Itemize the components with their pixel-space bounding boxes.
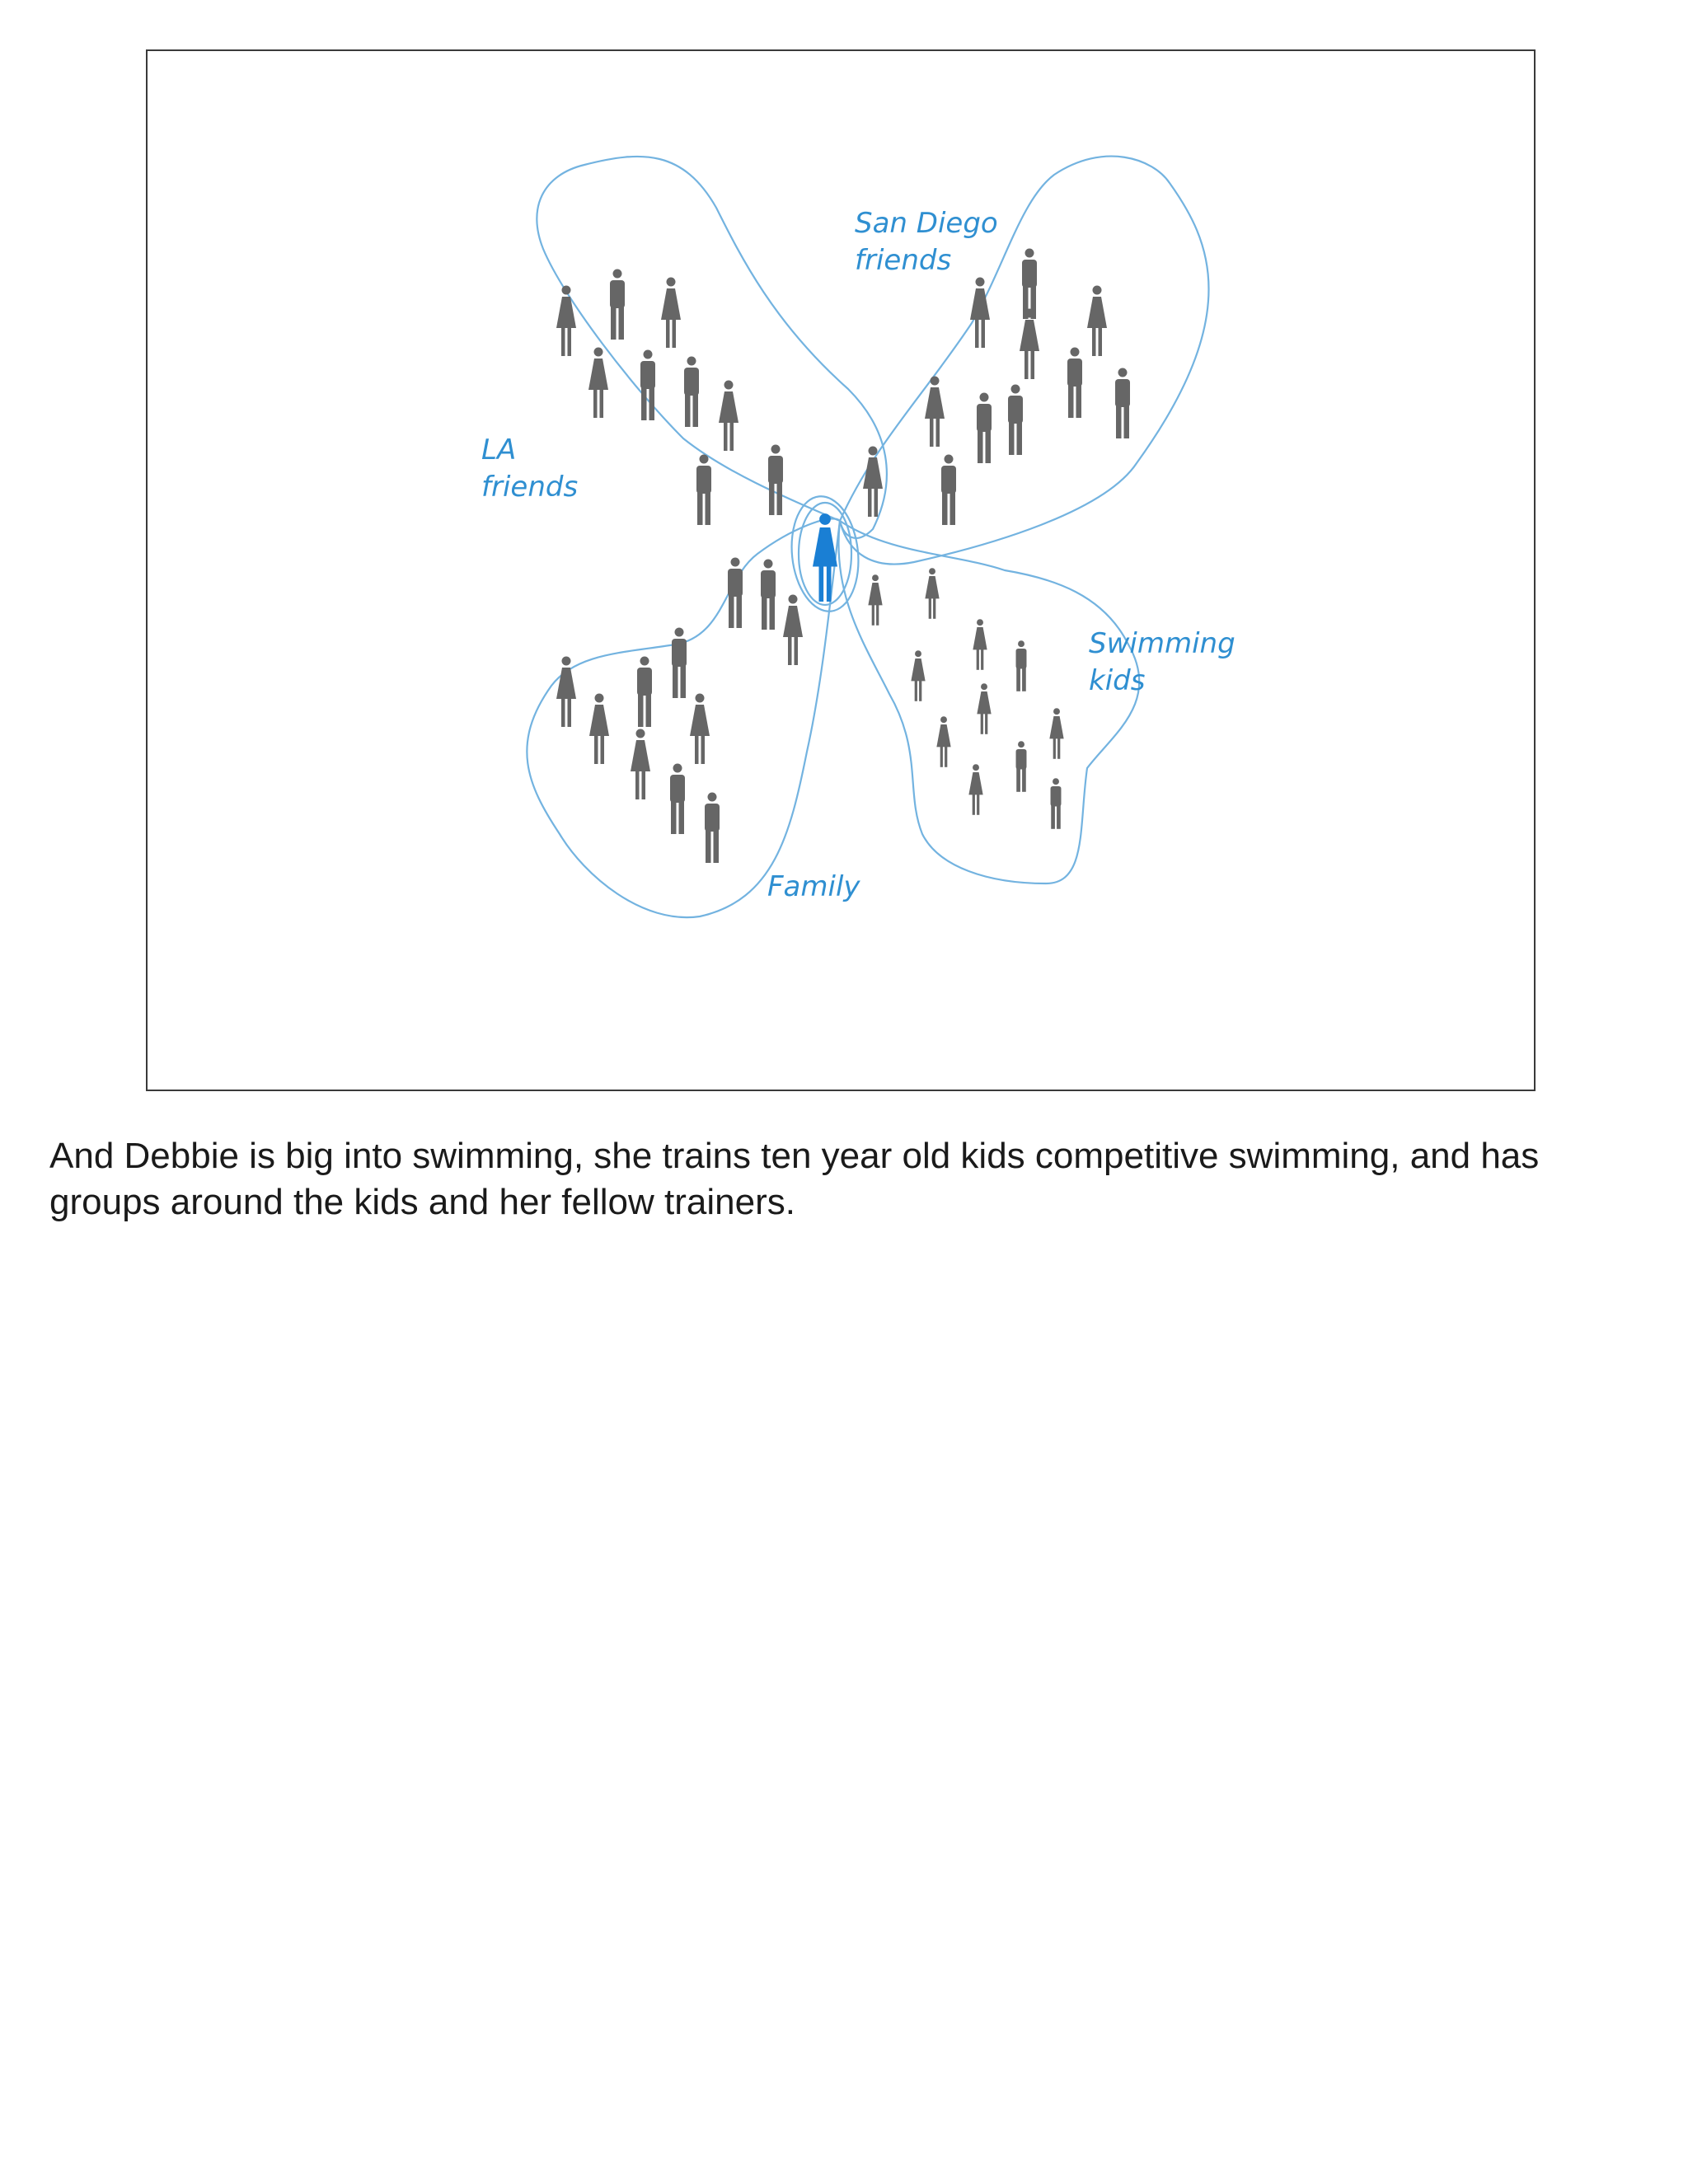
label-family: Family (767, 870, 860, 903)
slide-caption: And Debbie is big into swimming, she trains ten year old kids competitive swimming, and has groups around the kids and her fellow trainers. (49, 1136, 1540, 1222)
person-icon (670, 764, 685, 835)
person-icon (728, 558, 743, 629)
social-groups-diagram (148, 51, 1537, 1093)
person-icon (1016, 640, 1027, 691)
person-icon (761, 560, 776, 630)
person-icon (970, 278, 990, 349)
person-icon (556, 286, 576, 357)
person-icon (589, 694, 609, 765)
person-icon (977, 393, 992, 464)
person-icon (936, 716, 950, 767)
swimming-kids-people (868, 568, 1063, 829)
person-icon (610, 269, 625, 340)
person-icon (588, 348, 608, 419)
label-la-friends: LA friends (481, 434, 579, 504)
person-icon (705, 793, 720, 864)
person-icon (661, 278, 681, 349)
person-icon (925, 377, 945, 448)
person-icon (911, 650, 925, 701)
person-icon (1051, 778, 1062, 829)
person-icon (768, 445, 783, 516)
person-icon (684, 357, 699, 428)
woman-icon (813, 513, 837, 602)
person-icon (941, 455, 956, 526)
person-icon (1020, 309, 1039, 380)
person-icon (1016, 741, 1027, 792)
family-people (556, 558, 803, 864)
person-icon (690, 694, 710, 765)
person-icon (631, 729, 650, 800)
person-icon (783, 595, 803, 666)
person-icon (1008, 385, 1023, 456)
san-diego-friends-people (863, 249, 1130, 526)
person-icon (968, 764, 982, 815)
person-icon (696, 455, 711, 526)
person-icon (925, 568, 939, 619)
la-friends-people (556, 269, 783, 526)
person-icon (973, 619, 987, 670)
person-icon (640, 350, 655, 421)
la-friends-outline (537, 157, 887, 538)
person-icon (868, 574, 882, 626)
person-icon (1022, 249, 1037, 320)
person-icon (1115, 368, 1130, 439)
person-icon (1087, 286, 1107, 357)
person-icon (1049, 708, 1063, 759)
family-outline (527, 518, 840, 917)
person-icon (1067, 348, 1082, 419)
label-swimming-kids: Swimming kids (1089, 627, 1236, 697)
person-icon (863, 447, 883, 518)
person-icon (672, 628, 687, 699)
person-icon (637, 657, 652, 728)
person-icon (719, 381, 738, 452)
slide-frame (146, 49, 1536, 1091)
label-san-diego-friends: San Diego friends (855, 207, 998, 277)
person-icon (977, 683, 991, 734)
